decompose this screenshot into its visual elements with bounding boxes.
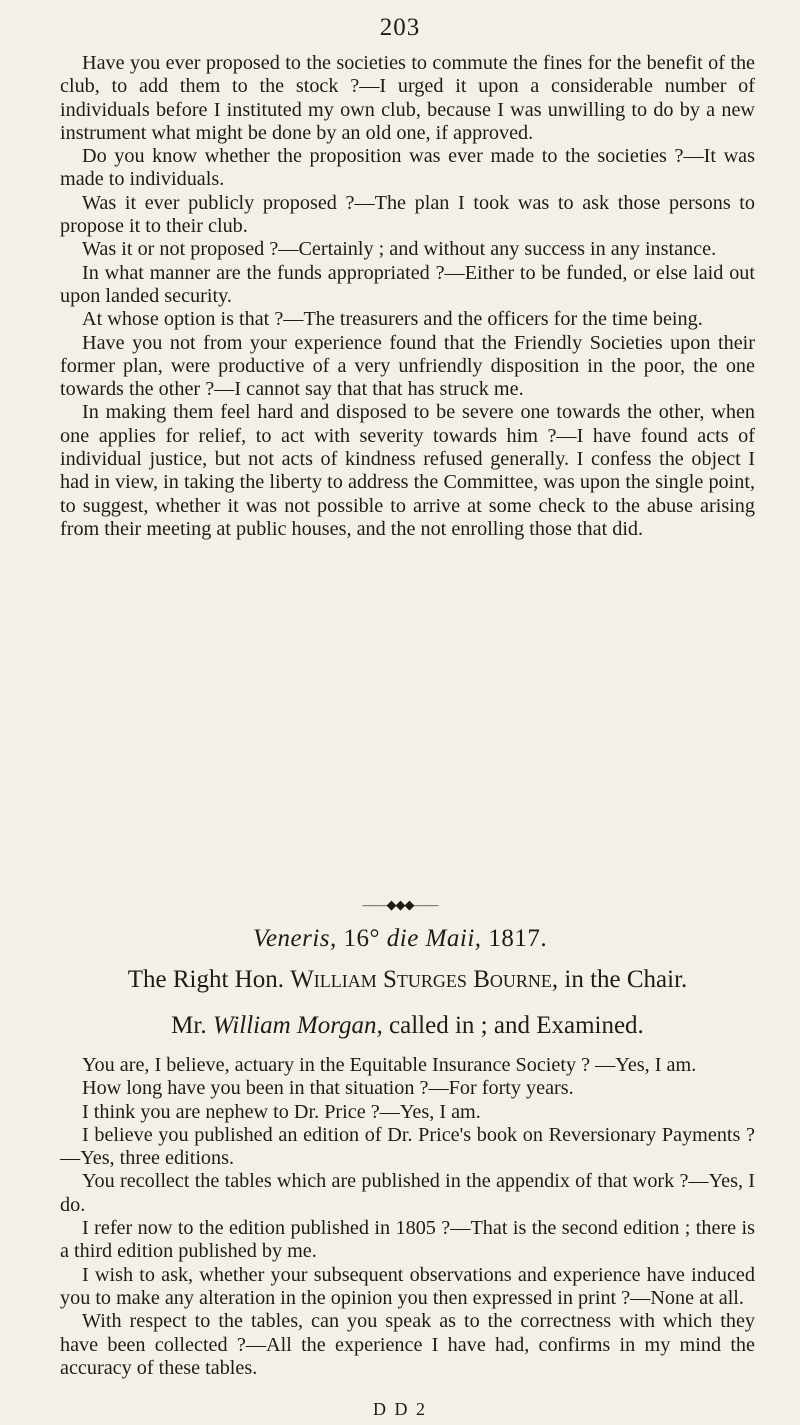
paragraph: You are, I believe, actuary in the Equitable Insurance Society ? —Yes, I am. xyxy=(82,1054,697,1076)
date-day-number: 16° xyxy=(343,925,381,952)
session-date xyxy=(0,925,800,953)
chair-line xyxy=(60,966,755,994)
witness-name: William Morgan, xyxy=(212,1012,383,1039)
paragraph: With respect to the tables, can you speak as to the correctness with which they have been collected ?—All the experience I have had, confirms in my mind the accuracy of these tables. xyxy=(60,1310,755,1379)
paragraph: In what manner are the funds appropriated ?—Either to be funded, or else laid out upon landed security. xyxy=(60,261,755,307)
chair-suffix: in the Chair. xyxy=(564,966,688,993)
paragraph: I believe you published an edition of Dr. Price's book on Reversionary Payments ?—Yes, three editions. xyxy=(60,1123,755,1170)
date-latin-day: Veneris, xyxy=(252,925,337,952)
paragraph: I think you are nephew to Dr. Price ?—Yes, I am. xyxy=(82,1100,481,1123)
paragraph: Was it or not proposed ?—Certainly ; and without any success in any instance. xyxy=(82,238,717,261)
paragraph: Do you know whether the proposition was ever made to the societies ?—It was made to individuals. xyxy=(60,145,755,191)
divider-ornament: ——◆◆◆—— xyxy=(362,897,438,912)
paragraph: Was it ever publicly proposed ?—The plan I took was to ask those persons to propose it to their club. xyxy=(60,191,755,238)
paragraph: Have you not from your experience found that the Friendly Societies upon their former plan, were productive of a very unfriendly disposition in the poor, the one towards the other ?—I cannot say that that has struck me. xyxy=(60,331,755,401)
testimony-block-2 xyxy=(60,1054,755,1380)
page-number: 203 xyxy=(379,14,421,41)
witness-suffix: called in ; and Examined. xyxy=(389,1012,644,1039)
witness-title: Mr. xyxy=(171,1012,207,1039)
signature-mark: D D 2 xyxy=(373,1399,427,1419)
date-year: 1817. xyxy=(488,925,548,952)
paragraph: How long have you been in that situation ?—For forty years. xyxy=(82,1077,574,1100)
paragraph: I refer now to the edition published in 1805 ?—That is the second edition ; there is a third edition published by me. xyxy=(60,1217,755,1263)
testimony-block-1 xyxy=(60,52,755,541)
date-latin-month: die Maii, xyxy=(386,925,482,952)
chair-prefix: The Right Hon. xyxy=(127,966,284,993)
paragraph: I wish to ask, whether your subsequent observations and experience have induced you to make any alteration in the opinion you then expressed in print ?—None at all. xyxy=(60,1263,755,1309)
paragraph: Have you ever proposed to the societies to commute the fines for the benefit of the club, to add them to the stock ?—I urged it upon a considerable number of individuals before I instituted my own club, because I was unwilling to do by a new instrument what might be done by an old one, if approved. xyxy=(60,52,755,144)
paragraph: In making them feel hard and disposed to be severe one towards the other, when one applies for relief, to act with severity towards him ?—I have found acts of individual justice, but not acts of kindness refused generally. I confess the object I had in view, in taking the liberty to address the Committee, was upon the single point, to suggest, whether it was not possible to arrive at some check to the abuse arising from their meeting at public houses, and the not enrolling those that did. xyxy=(60,401,755,540)
witness-line xyxy=(60,1012,755,1040)
paragraph: You recollect the tables which are published in the appendix of that work ?—Yes, I do. xyxy=(60,1170,755,1216)
paragraph: At whose option is that ?—The treasurers and the officers for the time being. xyxy=(82,308,703,331)
chair-name: William Sturges Bourne, xyxy=(290,966,559,993)
